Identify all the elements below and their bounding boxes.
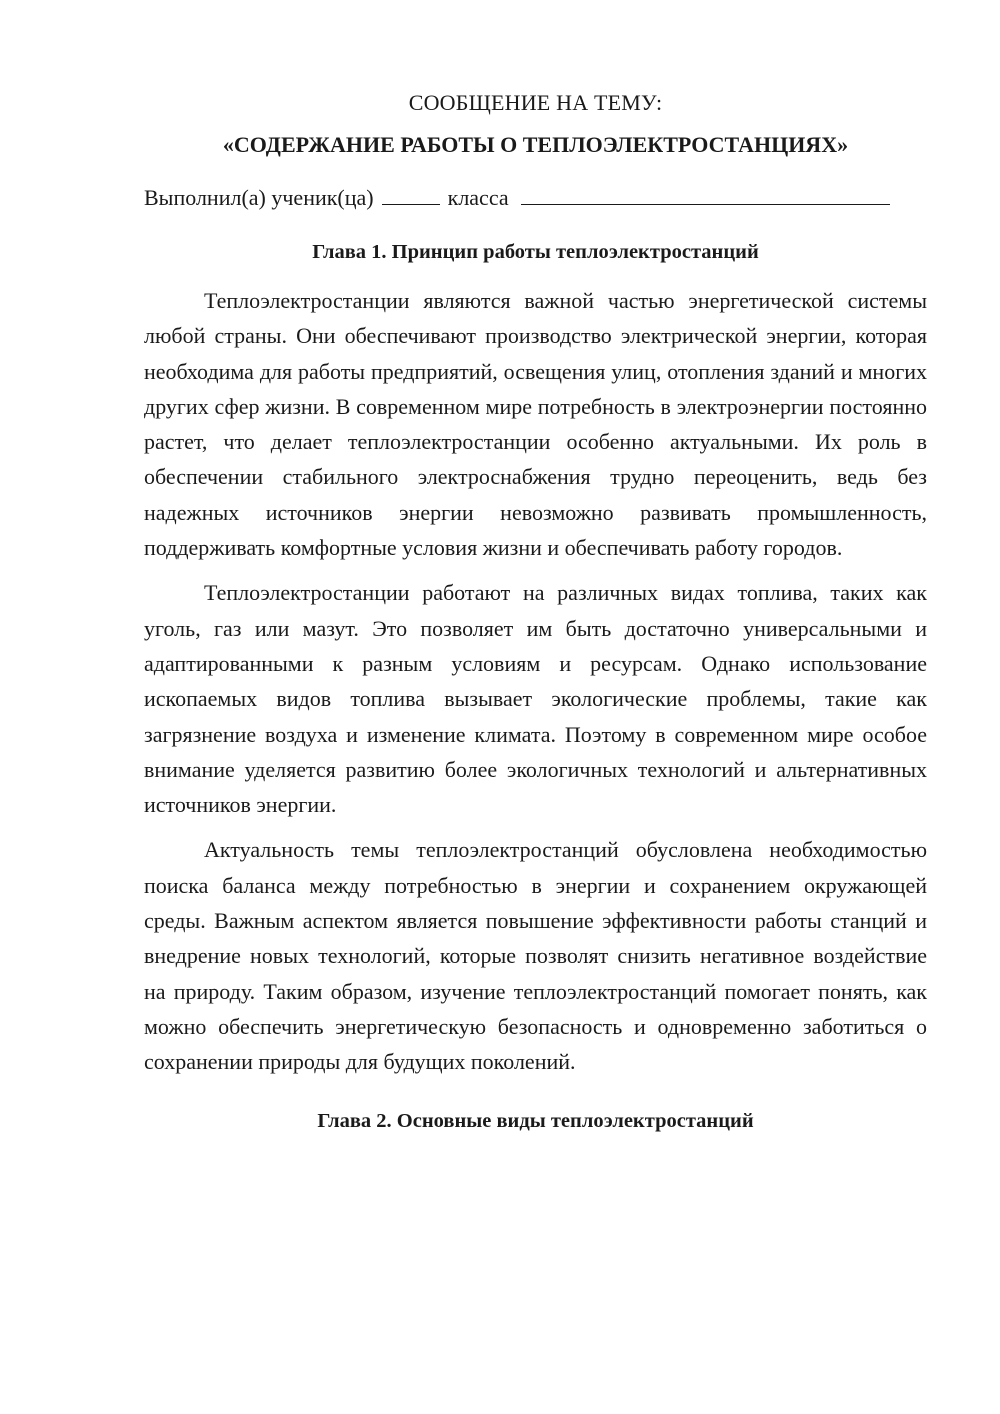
document-page bbox=[144, 88, 927, 1136]
student-name-blank[interactable] bbox=[521, 182, 890, 205]
document-title: «СОДЕРЖАНИЕ РАБОТЫ О ТЕПЛОЭЛЕКТРОСТАНЦИЯХ» bbox=[222, 132, 849, 157]
class-label: класса bbox=[447, 185, 509, 210]
paragraph-1: Теплоэлектростанции являются важной частью энергетической системы любой страны. Они обеспечивают производство электрической энергии, которая необходима для работы предприятий, освещения улиц, отопления зданий и многих других сфер жизни. В современном мире потребность в электроэнергии постоянно растет, что делает теплоэлектростанции особенно актуальными. Их роль в обеспечении стабильного электроснабжения трудно переоценить, ведь без надежных источников энергии невозможно развивать промышленность, поддерживать комфортные условия жизни и обеспечивать работу городов. bbox=[144, 288, 927, 561]
class-number-blank[interactable] bbox=[382, 182, 440, 205]
author-label: Выполнил(а) ученик(ца) bbox=[144, 185, 374, 210]
document-heading: СООБЩЕНИЕ НА ТЕМУ: bbox=[408, 90, 663, 115]
paragraph-2: Теплоэлектростанции работают на различных видах топлива, таких как уголь, газ или мазут. Это позволяет им быть достаточно универсальными и адаптированными к разным условиям и ресурсам. Однако использование ископаемых видов топлива вызывает экологические проблемы, такие как загрязнение воздуха и изменение климата. Поэтому в современном мире особое внимание уделяется развитию более экологичных технологий и альтернативных источников энергии. bbox=[144, 580, 927, 818]
chapter-2-title: Глава 2. Основные виды теплоэлектростанций bbox=[317, 1109, 754, 1132]
author-line bbox=[144, 182, 927, 213]
paragraph-3: Актуальность темы теплоэлектростанций обусловлена необходимостью поиска баланса между потребностью в энергии и сохранением окружающей среды. Важным аспектом является повышение эффективности работы станций и внедрение новых технологий, которые позволят снизить негативное воздействие на природу. Таким образом, изучение теплоэлектростанций помогает понять, как можно обеспечить энергетическую безопасность и одновременно заботиться о сохранении природы для будущих поколений. bbox=[144, 837, 927, 1075]
chapter-1-title: Глава 1. Принцип работы теплоэлектростанций bbox=[312, 241, 759, 263]
